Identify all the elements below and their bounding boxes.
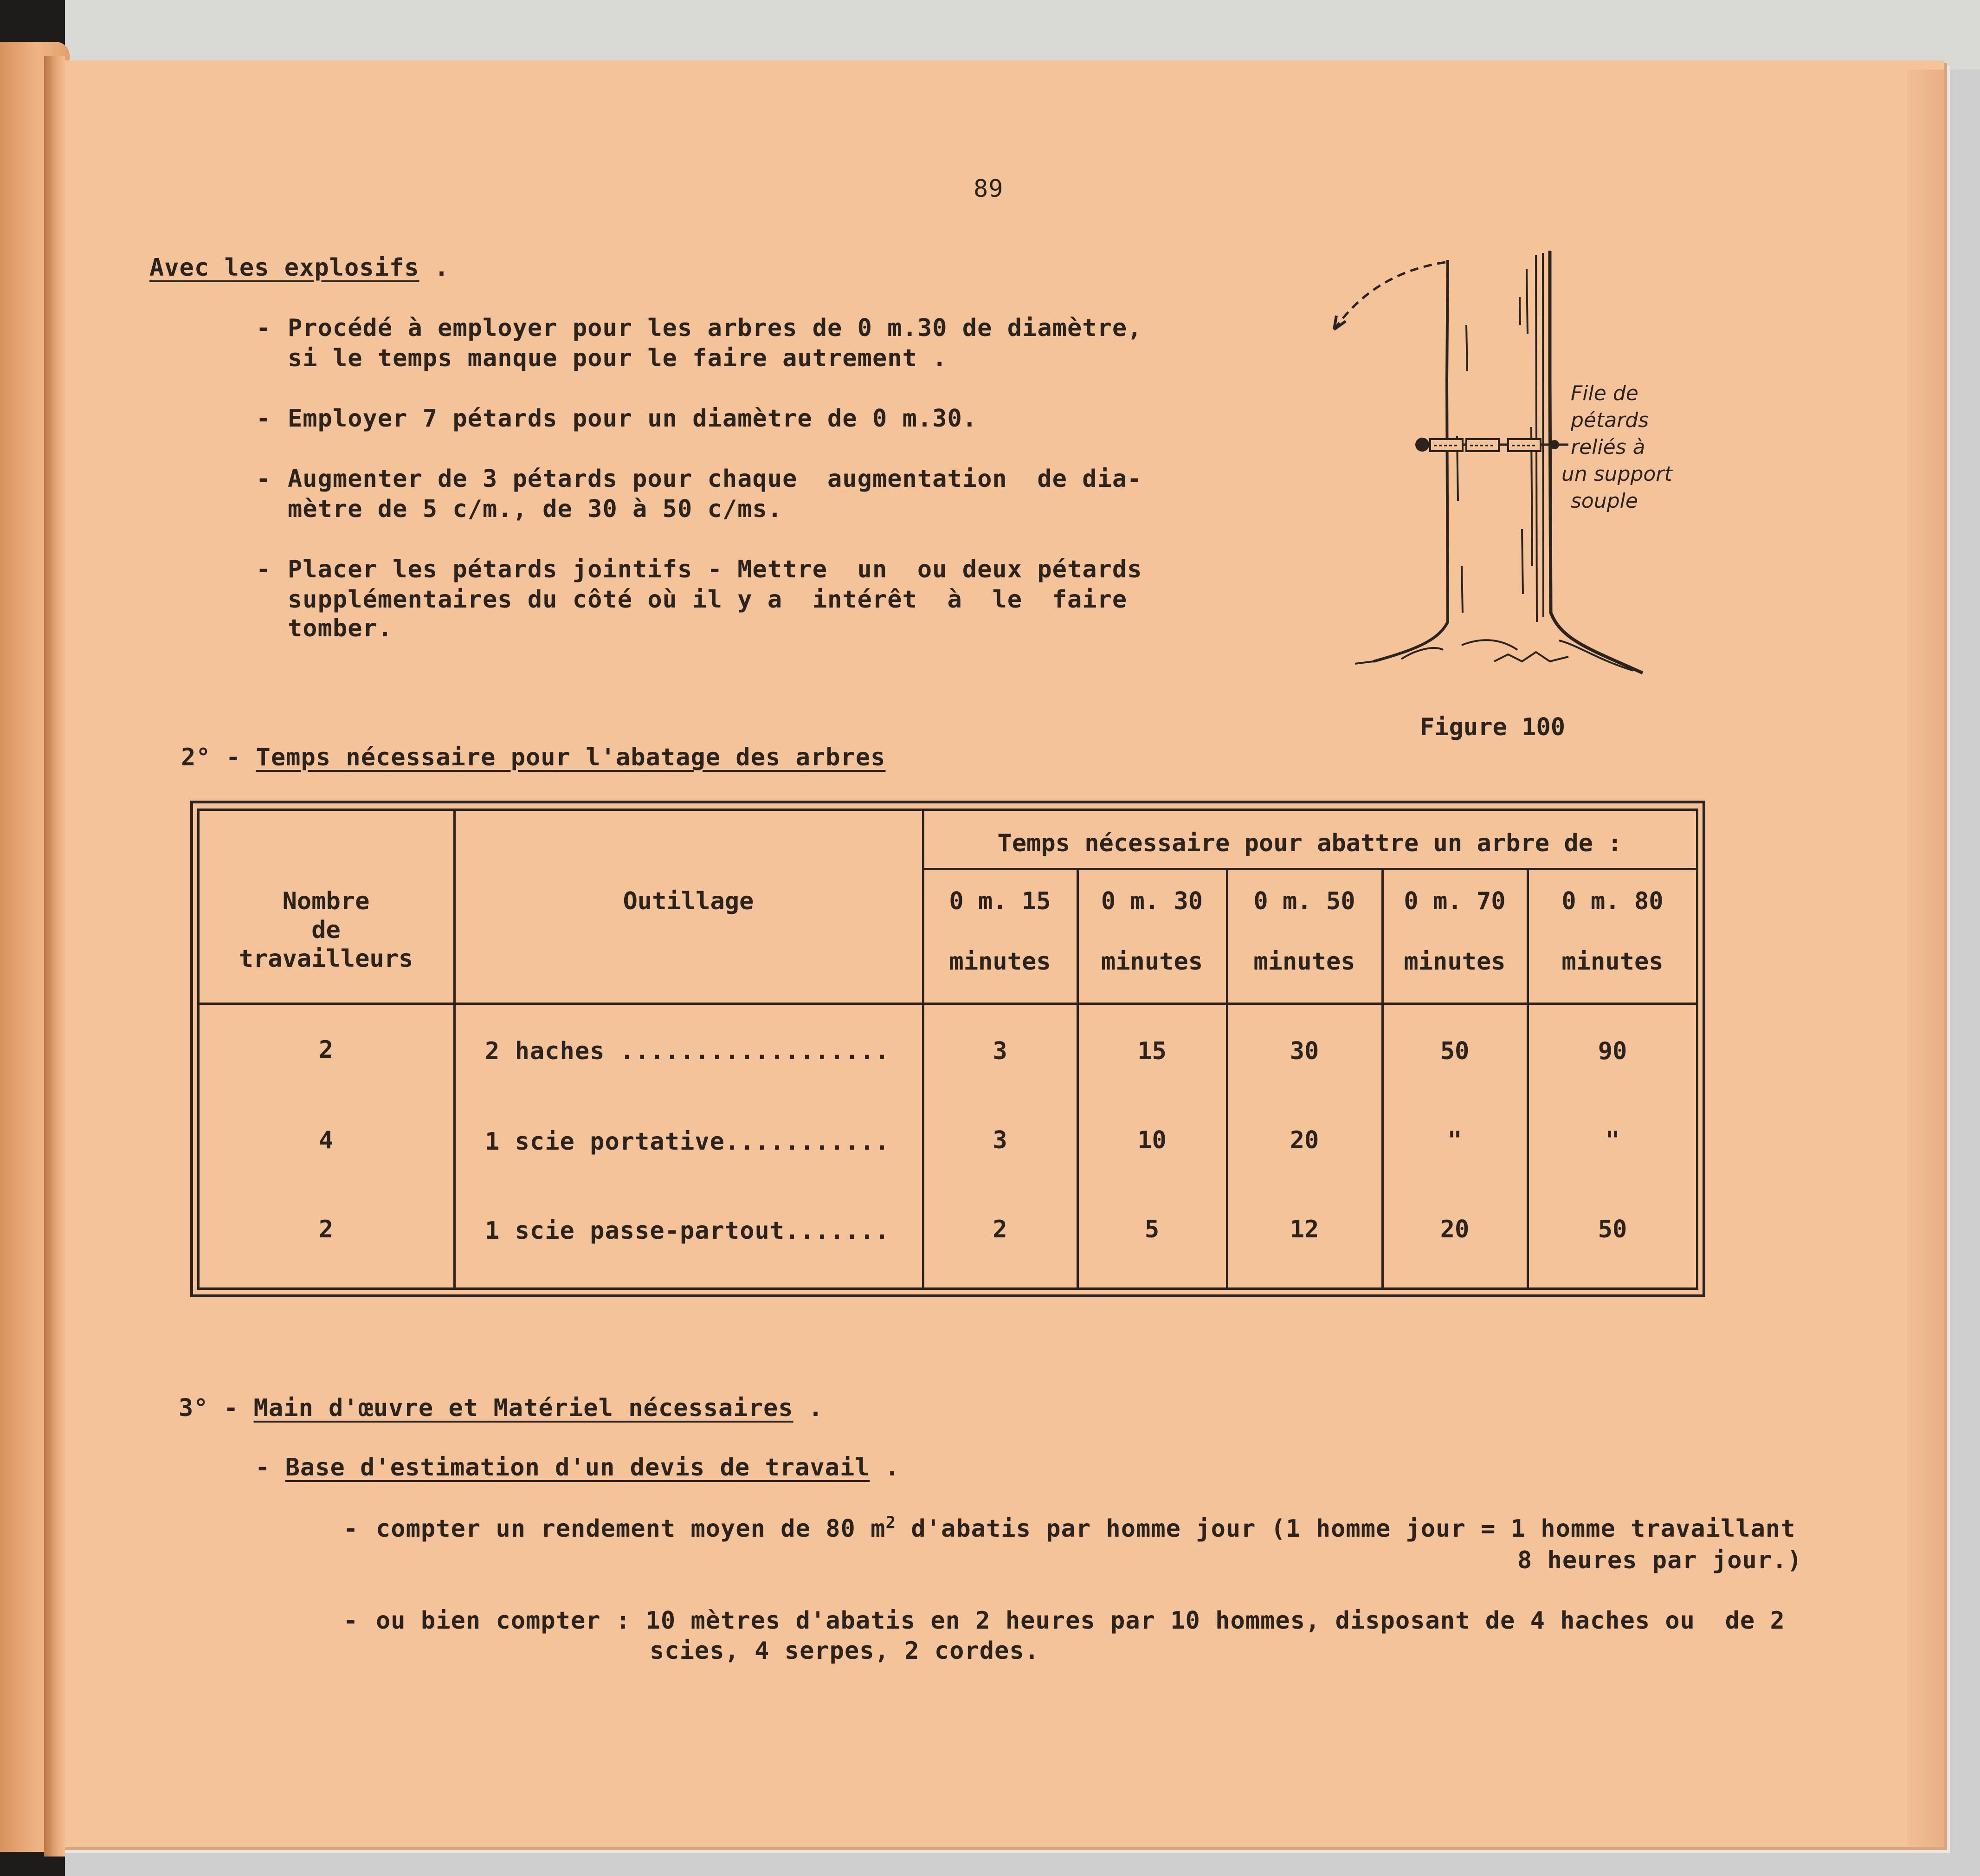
bullet-dash: -	[256, 465, 271, 493]
cord-knot	[1550, 440, 1559, 449]
row-tool: 2 haches ..................	[485, 1037, 890, 1065]
bullet-dash: -	[256, 314, 271, 342]
figure-annotation-line-1: File de	[1571, 382, 1638, 405]
figure-annotation-line-4: un support	[1561, 462, 1672, 486]
row-value: 3	[993, 1126, 1007, 1154]
col-header-unit: minutes	[1561, 948, 1664, 976]
fall-direction-arrow	[1334, 262, 1445, 330]
table-col-divider	[453, 810, 456, 1289]
explosifs-item-1-line-2: si le temps manque pour le faire autrement .	[288, 344, 948, 372]
figure-annotation-line-2: pétards	[1571, 408, 1649, 432]
main-line-2: ou bien compter : 10 mètres d'abatis en 2 heures par 10 hommes, disposant de 4 haches ou de 2	[376, 1607, 1785, 1635]
row-value: 5	[1144, 1216, 1160, 1243]
col-header-tools: Outillage	[623, 887, 754, 915]
row-value: 10	[1137, 1126, 1167, 1154]
explosifs-item-2-line-1: Employer 7 pétards pour un diamètre de 0 m.30.	[288, 405, 978, 433]
row-value: 12	[1290, 1216, 1319, 1243]
col-header-diameter-2: 0 m. 30	[1101, 887, 1203, 915]
section-temps-number: 2°	[181, 744, 211, 771]
explosifs-item-4-line-3: tomber.	[288, 615, 393, 642]
col-header-workers-3: travailleurs	[239, 945, 413, 973]
bullet-dash: -	[256, 556, 271, 583]
col-header-workers-2: de	[311, 916, 341, 944]
row-tool: 1 scie passe-partout.......	[485, 1217, 890, 1245]
row-workers: 2	[318, 1216, 334, 1243]
bullet-dash: -	[343, 1607, 358, 1635]
page-number: 89	[974, 175, 1004, 203]
row-workers: 4	[318, 1126, 334, 1154]
col-header-diameter-4: 0 m. 70	[1404, 887, 1506, 915]
col-header-unit: minutes	[1101, 948, 1203, 976]
trunk-left	[1374, 260, 1448, 661]
row-tool: 1 scie portative...........	[485, 1128, 890, 1156]
bark-texture	[1457, 253, 1543, 622]
page-right-edge	[1907, 70, 1944, 1847]
figure-annotation-line-3: reliés à	[1571, 435, 1645, 459]
explosifs-item-1-line-1: Procédé à employer pour les arbres de 0 m.30 de diamètre,	[288, 314, 1142, 342]
section-main-heading: 3° - Main d'œuvre et Matériel nécessaires .	[179, 1394, 824, 1422]
row-value: 90	[1598, 1037, 1627, 1065]
table-group-header-divider	[922, 868, 1697, 870]
explosifs-item-3-line-1: Augmenter de 3 pétards pour chaque augmentation de dia-	[288, 465, 1142, 493]
row-workers: 2	[318, 1036, 334, 1064]
col-header-workers-1: Nombre	[282, 887, 370, 915]
section-main-subheading: - Base d'estimation d'un devis de travail .	[255, 1454, 900, 1481]
main-line-1	[376, 1514, 1796, 1544]
row-value: 3	[993, 1037, 1007, 1065]
row-value: 50	[1440, 1037, 1470, 1065]
table-header-divider	[199, 1003, 1697, 1005]
explosifs-item-3-line-2: mètre de 5 c/m., de 30 à 50 c/ms.	[288, 495, 783, 523]
explosifs-item-4-line-2: supplémentaires du côté où il y a intérêt à le faire	[288, 586, 1128, 614]
main-line-1-continuation: 8 heures par jour.)	[1517, 1546, 1802, 1574]
section-main-subtitle: Base d'estimation d'un devis de travail	[285, 1454, 870, 1481]
figure-tree-illustration	[1309, 241, 1703, 687]
section-main-title: Main d'œuvre et Matériel nécessaires	[253, 1394, 793, 1422]
main-line-1-start: compter un rendement moyen de 80 m	[376, 1515, 886, 1543]
table-group-header: Temps nécessaire pour abattre un arbre de :	[997, 829, 1622, 857]
section-temps-title: Temps nécessaire pour l'abatage des arbres	[256, 744, 886, 771]
main-line-1-end: d'abatis par homme jour (1 homme jour = 1 homme travaillant	[896, 1515, 1796, 1543]
bullet-dash: -	[256, 405, 271, 433]
col-header-diameter-1: 0 m. 15	[949, 887, 1051, 915]
section-explosifs-heading: Avec les explosifs .	[149, 254, 450, 282]
row-value: 20	[1440, 1216, 1470, 1243]
main-line-1-superscript: 2	[885, 1513, 896, 1533]
row-value: 15	[1137, 1037, 1167, 1065]
row-value: 2	[993, 1216, 1007, 1243]
col-header-diameter-3: 0 m. 50	[1253, 887, 1355, 915]
section-temps-heading: 2° - Temps nécessaire pour l'abatage des arbres	[181, 744, 886, 771]
page-gutter	[44, 56, 65, 1857]
col-header-diameter-5: 0 m. 80	[1561, 887, 1664, 915]
figure-annotation-line-5: souple	[1571, 489, 1638, 513]
scan-background	[0, 0, 1980, 70]
row-value: 30	[1290, 1037, 1319, 1065]
col-header-unit: minutes	[1253, 948, 1355, 976]
col-header-unit: minutes	[1404, 948, 1506, 976]
figure-caption: Figure 100	[1420, 713, 1566, 741]
explosifs-item-4-line-1: Placer les pétards jointifs - Mettre un ou deux pétards	[288, 556, 1142, 583]
section-main-number: 3°	[179, 1394, 209, 1422]
row-value: "	[1447, 1126, 1462, 1154]
row-value: 20	[1290, 1126, 1319, 1154]
row-value: 50	[1598, 1216, 1627, 1243]
main-line-2-continuation: scies, 4 serpes, 2 cordes.	[650, 1637, 1039, 1665]
col-header-unit: minutes	[949, 948, 1051, 976]
bullet-dash: -	[343, 1515, 358, 1543]
row-value: "	[1605, 1126, 1620, 1154]
section-explosifs-title: Avec les explosifs	[149, 254, 419, 282]
